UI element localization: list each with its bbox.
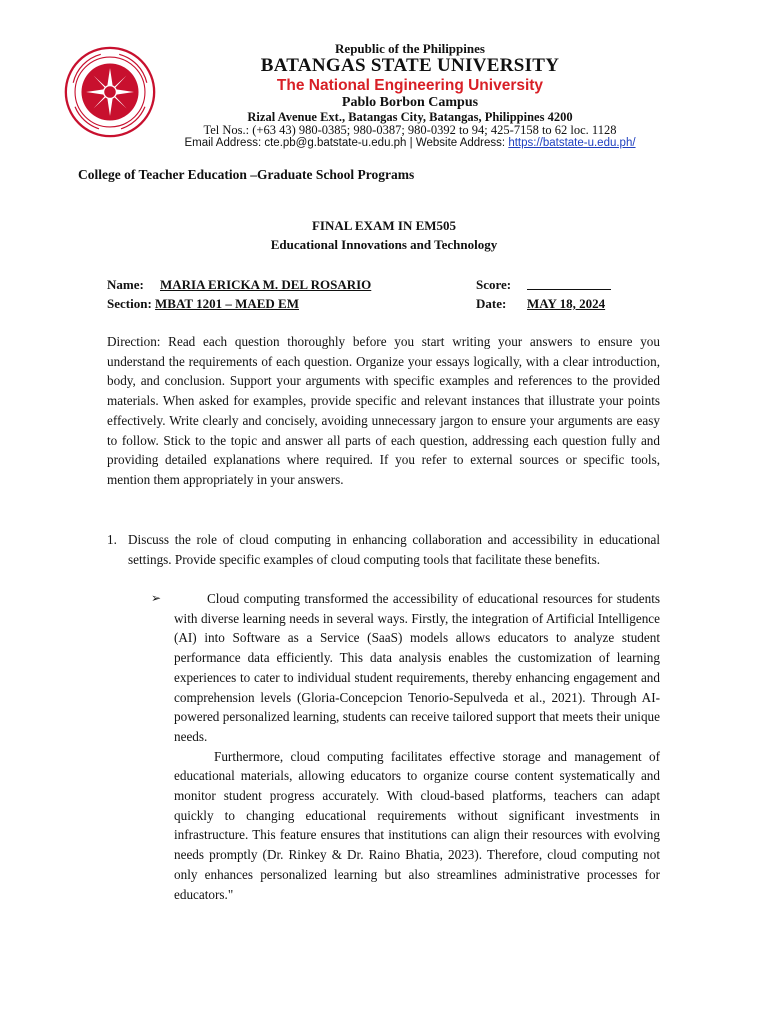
exam-title: FINAL EXAM IN EM505 — [311, 218, 457, 233]
score-label: Score: — [476, 277, 512, 292]
telephone-numbers: Tel Nos.: (+63 43) 980-0385; 980-0387; 980-0392 to 94; 425-7158 to 62 loc. 1128 — [203, 123, 617, 137]
section-label: Section: — [107, 296, 152, 311]
university-tagline: The National Engineering University — [276, 77, 544, 94]
email-text: Email Address: cte.pb@g.batstate-u.edu.ph | Website Address: — [184, 137, 509, 149]
question-number: 1. — [107, 532, 117, 547]
campus-name: Pablo Borbon Campus — [341, 95, 479, 110]
college-line: College of Teacher Education –Graduate School Programs — [78, 167, 415, 182]
republic-line: Republic of the Philippines — [335, 41, 485, 56]
website-link[interactable]: https://batstate-u.edu.ph/ — [508, 137, 636, 149]
score-blank — [527, 277, 611, 290]
direction-paragraph: Direction: Read each question thoroughly before you start writing your answers to ensure you understand the requirements of each question. Organize your essays logically, with a clear introduction, body, and conclusion. Support your arguments with specific examples and references to the provided materials. When asked for examples, provide specific and relevant instances that illustrate your points effectively. Write clearly and concisely, avoiding unnecessary jargon to ensure your arguments are easy to follow. Stick to the topic and answer all parts of each question, addressing each question fully and providing detailed explanations where required. If you refer to external sources or specific tools, mention them appropriately in your answers. — [107, 334, 660, 487]
answer-paragraph: Furthermore, cloud computing facilitates effective storage and management of educational materials, allowing educators to organize course content systematically and monitor student progress accurately. With cloud-based platforms, teachers can adapt quickly to changing educational requirements without significant investments in infrastructure. This feature ensures that institutions can align their resources with evolving needs promptly (Dr. Rinkey & Dr. Raino Bhatia, 2023). Therefore, cloud computing not only enhances personalized learning but also streamlines administrative processes for educators." — [174, 748, 660, 902]
arrow-bullet-icon: ➢ — [151, 591, 162, 605]
date-value: MAY 18, 2024 — [527, 296, 606, 311]
question-text: Discuss the role of cloud computing in enhancing collaboration and accessibility in educational settings. Provide specific examples of cloud computing tools that facilitate these benefits. — [128, 532, 660, 567]
university-name: BATANGAS STATE UNIVERSITY — [260, 55, 560, 76]
name-label: Name: — [107, 277, 144, 292]
answer-block — [174, 589, 660, 904]
date-label: Date: — [476, 296, 507, 311]
exam-subtitle: Educational Innovations and Technology — [270, 237, 498, 252]
question-item — [107, 530, 660, 569]
email-website-line — [130, 137, 690, 149]
section-value: MBAT 1201 – MAED EM — [155, 296, 299, 311]
campus-address: Rizal Avenue Ext., Batangas City, Batangas, Philippines 4200 — [247, 110, 573, 124]
answer-paragraph: Cloud computing transformed the accessibility of educational resources for students with diverse learning needs in several ways. Firstly, the integration of Artificial Intelligence (AI) into Software as a Service (SaaS) models allows educators to analyze student performance data efficiently. This data analysis enables the customization of learning experiences to cater to individual student requirements, thereby enhancing engagement and comprehension levels (Gloria-Concepcion Tenorio-Sepulveda et al., 2021). Through AI-powered personalized learning, students can receive tailored support that meets their unique needs. — [174, 591, 660, 744]
section-row — [107, 296, 299, 312]
name-value: MARIA ERICKA M. DEL ROSARIO — [160, 277, 372, 292]
